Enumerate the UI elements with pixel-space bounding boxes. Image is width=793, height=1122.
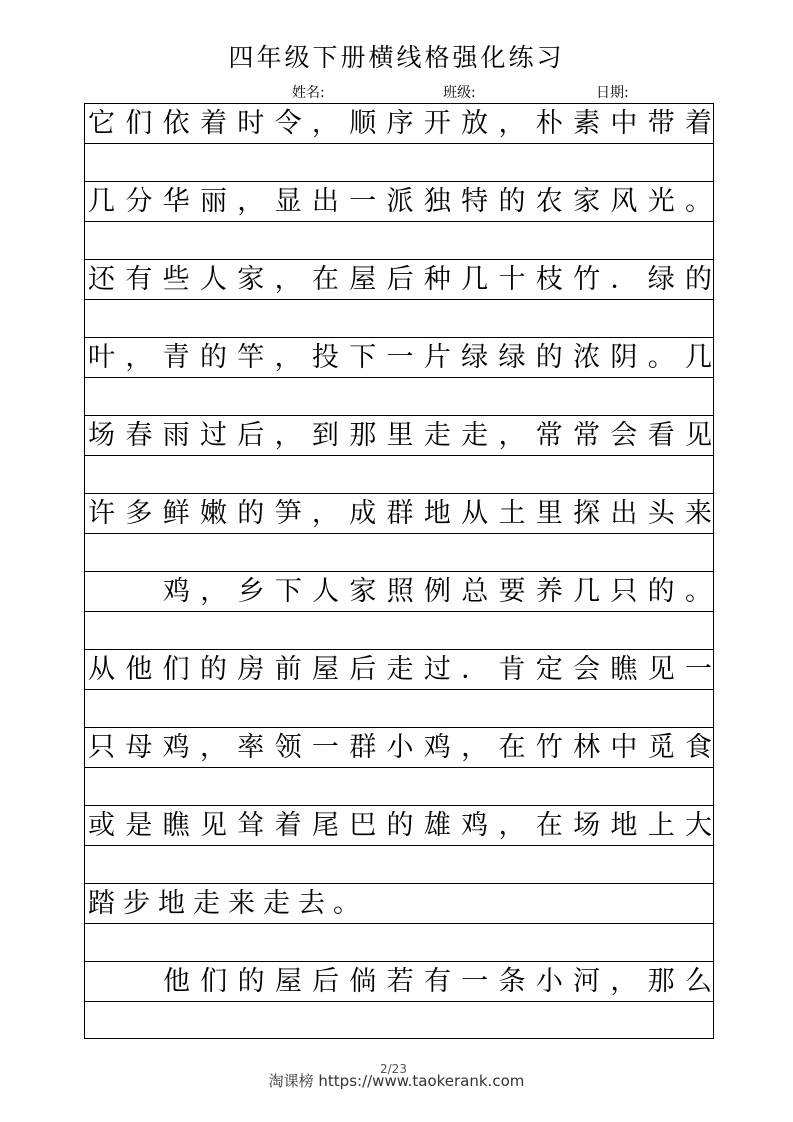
text-char: 里 — [386, 420, 414, 451]
text-char: 农 — [535, 186, 563, 217]
text-char: 依 — [162, 108, 190, 139]
text-char: 那 — [647, 966, 675, 997]
text-char: 屋 — [311, 654, 339, 685]
text-char: 看 — [647, 420, 675, 451]
rule-line — [85, 649, 713, 650]
text-char: 来 — [685, 498, 712, 529]
text-char: 几 — [685, 342, 712, 373]
text-char: ， — [199, 732, 227, 763]
text-char: 的 — [386, 810, 414, 841]
text-line — [85, 807, 715, 845]
text-char: 叶 — [88, 342, 115, 373]
text-char: 绿 — [498, 342, 526, 373]
rule-line — [85, 689, 713, 690]
text-char: 着 — [199, 108, 227, 139]
text-char: 后 — [349, 654, 377, 685]
text-char: 十 — [498, 264, 526, 295]
text-char: 巴 — [349, 810, 377, 841]
text-char: 家 — [349, 576, 377, 607]
text-char: 的 — [237, 966, 265, 997]
text-char: 青 — [162, 342, 190, 373]
text-char: 的 — [237, 498, 265, 529]
text-line — [85, 651, 715, 689]
text-char: 特 — [461, 186, 489, 217]
text-char: 开 — [423, 108, 451, 139]
text-char: 见 — [685, 420, 712, 451]
text-char: 枝 — [535, 264, 563, 295]
text-char: 中 — [610, 108, 638, 139]
text-char: 几 — [573, 576, 601, 607]
text-char: 阴 — [610, 342, 638, 373]
text-char: 里 — [535, 498, 563, 529]
text-char: ， — [125, 342, 153, 373]
text-char: 鸡 — [162, 732, 190, 763]
text-char: 的 — [199, 342, 227, 373]
text-char: 派 — [386, 186, 414, 217]
rule-line — [85, 805, 713, 806]
text-char: 见 — [647, 654, 675, 685]
text-char: 种 — [423, 264, 451, 295]
text-char: 鸡 — [163, 576, 190, 607]
text-char: 人 — [312, 576, 340, 607]
text-line: 踏步地走来走去。 — [88, 888, 368, 919]
name-label: 姓名: — [292, 85, 325, 101]
rule-line — [85, 845, 713, 846]
text-line — [85, 417, 715, 455]
text-char: 多 — [125, 498, 153, 529]
text-char: 顺 — [349, 108, 377, 139]
text-char: 一 — [685, 654, 712, 685]
text-char: ， — [237, 186, 265, 217]
page-title: 四年级下册横线格强化练习 — [228, 43, 565, 72]
text-char: 瞧 — [162, 810, 190, 841]
rule-line — [85, 143, 713, 144]
text-char: ， — [311, 498, 339, 529]
text-char: 雄 — [423, 810, 451, 841]
text-char: 常 — [535, 420, 563, 451]
text-char: 他 — [163, 966, 190, 997]
text-char: 独 — [423, 186, 451, 217]
text-char: 笋 — [274, 498, 302, 529]
rule-line — [85, 767, 713, 768]
text-char: 的 — [498, 186, 526, 217]
text-char: ， — [274, 264, 302, 295]
text-char: 令 — [274, 108, 302, 139]
text-char: 家 — [237, 264, 265, 295]
text-char: 小 — [386, 732, 414, 763]
text-char: 屋 — [274, 966, 302, 997]
text-char: 乡 — [237, 576, 265, 607]
text-line — [85, 339, 715, 377]
rule-line — [85, 377, 713, 378]
rule-line — [85, 337, 713, 338]
rule-line — [85, 727, 713, 728]
text-char: 们 — [200, 966, 228, 997]
text-char: ， — [498, 420, 526, 451]
text-char: 林 — [573, 732, 601, 763]
text-char: 么 — [684, 966, 712, 997]
text-char: ． — [610, 264, 638, 295]
text-char: 丽 — [199, 186, 227, 217]
text-char: 河 — [573, 966, 601, 997]
text-char: 要 — [498, 576, 526, 607]
text-char: 养 — [535, 576, 563, 607]
text-line — [85, 105, 715, 143]
rule-line — [85, 611, 713, 612]
text-char: 在 — [498, 732, 526, 763]
text-char: 绿 — [461, 342, 489, 373]
text-char: 上 — [647, 810, 675, 841]
text-char: 走 — [423, 420, 451, 451]
text-char: 只 — [610, 576, 638, 607]
text-char: 竿 — [237, 342, 265, 373]
text-char: 们 — [125, 108, 153, 139]
text-char: 鸡 — [423, 732, 451, 763]
text-char: 前 — [274, 654, 302, 685]
text-char: 竹 — [535, 732, 563, 763]
text-char: 许 — [88, 498, 115, 529]
text-char: 一 — [349, 186, 377, 217]
text-char: ， — [311, 108, 339, 139]
text-char: 从 — [461, 498, 489, 529]
text-char: ， — [274, 342, 302, 373]
text-char: 。 — [684, 576, 712, 607]
text-char: 鸡 — [461, 810, 489, 841]
text-char: 序 — [386, 108, 414, 139]
rule-line — [85, 493, 713, 494]
text-char: 的 — [535, 342, 563, 373]
text-char: 们 — [162, 654, 190, 685]
text-char: 头 — [647, 498, 675, 529]
rule-line — [85, 1001, 713, 1002]
rule-line — [85, 221, 713, 222]
text-char: 的 — [199, 654, 227, 685]
text-char: 常 — [573, 420, 601, 451]
text-char: 那 — [349, 420, 377, 451]
text-char: 场 — [573, 810, 601, 841]
text-char: 家 — [573, 186, 601, 217]
text-char: 只 — [88, 732, 115, 763]
text-char: 素 — [573, 108, 601, 139]
text-char: 瞧 — [610, 654, 638, 685]
rule-line — [85, 181, 713, 182]
text-char: 会 — [610, 420, 638, 451]
text-char: 在 — [535, 810, 563, 841]
text-char: 到 — [311, 420, 339, 451]
text-char: 出 — [311, 186, 339, 217]
text-char: 的 — [647, 576, 675, 607]
text-char: 中 — [610, 732, 638, 763]
text-char: 还 — [88, 264, 115, 295]
text-char: 一 — [386, 342, 414, 373]
text-char: 出 — [610, 498, 638, 529]
text-char: 鲜 — [162, 498, 190, 529]
text-char: 后 — [237, 420, 265, 451]
text-char: 片 — [423, 342, 451, 373]
text-char: 是 — [125, 810, 153, 841]
text-char: 分 — [125, 186, 153, 217]
text-char: 母 — [125, 732, 153, 763]
text-char: 。 — [685, 186, 712, 217]
text-line — [85, 495, 715, 533]
text-char: 小 — [535, 966, 563, 997]
text-char: 地 — [423, 498, 451, 529]
text-char: 走 — [386, 654, 414, 685]
rule-line — [85, 883, 713, 884]
text-char: 显 — [274, 186, 302, 217]
text-char: ， — [498, 810, 526, 841]
class-label: 班级: — [443, 85, 476, 101]
text-char: 照 — [386, 576, 414, 607]
text-char: ， — [498, 108, 526, 139]
text-char: 肯 — [498, 654, 526, 685]
text-char: 过 — [199, 420, 227, 451]
text-char: 放 — [461, 108, 489, 139]
rule-line — [85, 455, 713, 456]
rule-line — [85, 259, 713, 260]
text-char: 场 — [88, 420, 115, 451]
text-char: 下 — [349, 342, 377, 373]
text-char: 土 — [498, 498, 526, 529]
rule-line — [85, 299, 713, 300]
text-char: 浓 — [573, 342, 601, 373]
text-char: 人 — [199, 264, 227, 295]
writing-grid — [84, 103, 714, 1039]
text-char: 他 — [125, 654, 153, 685]
text-char: 群 — [349, 732, 377, 763]
text-char: ， — [461, 732, 489, 763]
text-char: 后 — [312, 966, 340, 997]
text-char: 领 — [274, 732, 302, 763]
text-char: 地 — [610, 810, 638, 841]
text-char: 嫩 — [199, 498, 227, 529]
text-char: 光 — [647, 186, 675, 217]
text-char: 时 — [237, 108, 265, 139]
text-line — [85, 963, 715, 1001]
rule-line — [85, 103, 713, 104]
text-char: 投 — [311, 342, 339, 373]
text-char: 走 — [461, 420, 489, 451]
text-char: 过 — [423, 654, 451, 685]
rule-line — [85, 571, 713, 572]
text-char: 探 — [573, 498, 601, 529]
text-char: 觅 — [647, 732, 675, 763]
text-char: 几 — [461, 264, 489, 295]
text-char: 有 — [125, 264, 153, 295]
text-line — [85, 183, 715, 221]
text-char: 带 — [647, 108, 675, 139]
text-char: 定 — [535, 654, 563, 685]
text-char: 它 — [88, 108, 115, 139]
text-char: 朴 — [535, 108, 563, 139]
text-char: 后 — [386, 264, 414, 295]
text-char: 的 — [685, 264, 712, 295]
text-line — [85, 261, 715, 299]
text-char: 尾 — [311, 810, 339, 841]
text-char: 见 — [199, 810, 227, 841]
rule-line — [85, 415, 713, 416]
text-char: 房 — [237, 654, 265, 685]
text-char: 一 — [311, 732, 339, 763]
text-char: 会 — [573, 654, 601, 685]
text-char: 。 — [647, 342, 675, 373]
text-char: 大 — [685, 810, 712, 841]
text-char: 屋 — [349, 264, 377, 295]
text-char: 成 — [349, 498, 377, 529]
text-char: 率 — [237, 732, 265, 763]
text-char: 群 — [386, 498, 414, 529]
text-char: 绿 — [647, 264, 675, 295]
text-char: 几 — [88, 186, 115, 217]
text-char: ， — [200, 576, 228, 607]
text-char: 耸 — [237, 810, 265, 841]
text-char: 着 — [685, 108, 712, 139]
text-char: ． — [461, 654, 489, 685]
footer-watermark: 淘课榜 https://www.taokerank.com — [268, 1072, 525, 1090]
text-char: 若 — [386, 966, 414, 997]
rule-line — [85, 533, 713, 534]
text-char: 些 — [162, 264, 190, 295]
text-char: 总 — [461, 576, 489, 607]
text-char: 或 — [88, 810, 115, 841]
text-line — [85, 573, 715, 611]
text-char: 风 — [610, 186, 638, 217]
rule-line — [85, 961, 713, 962]
text-char: 雨 — [162, 420, 190, 451]
text-char: 条 — [498, 966, 526, 997]
text-char: 春 — [125, 420, 153, 451]
page-number: 2/23 — [380, 1062, 407, 1076]
text-char: 着 — [274, 810, 302, 841]
text-char: ， — [274, 420, 302, 451]
text-char: 食 — [685, 732, 712, 763]
text-char: 在 — [311, 264, 339, 295]
text-char: 倘 — [349, 966, 377, 997]
text-char: 下 — [274, 576, 302, 607]
text-char: 竹 — [573, 264, 601, 295]
text-char: 有 — [423, 966, 451, 997]
text-char: ， — [610, 966, 638, 997]
text-line — [85, 729, 715, 767]
text-char: 从 — [88, 654, 115, 685]
date-label: 日期: — [596, 85, 629, 101]
text-char: 例 — [423, 576, 451, 607]
text-char: 华 — [162, 186, 190, 217]
rule-line — [85, 923, 713, 924]
text-char: 一 — [461, 966, 489, 997]
